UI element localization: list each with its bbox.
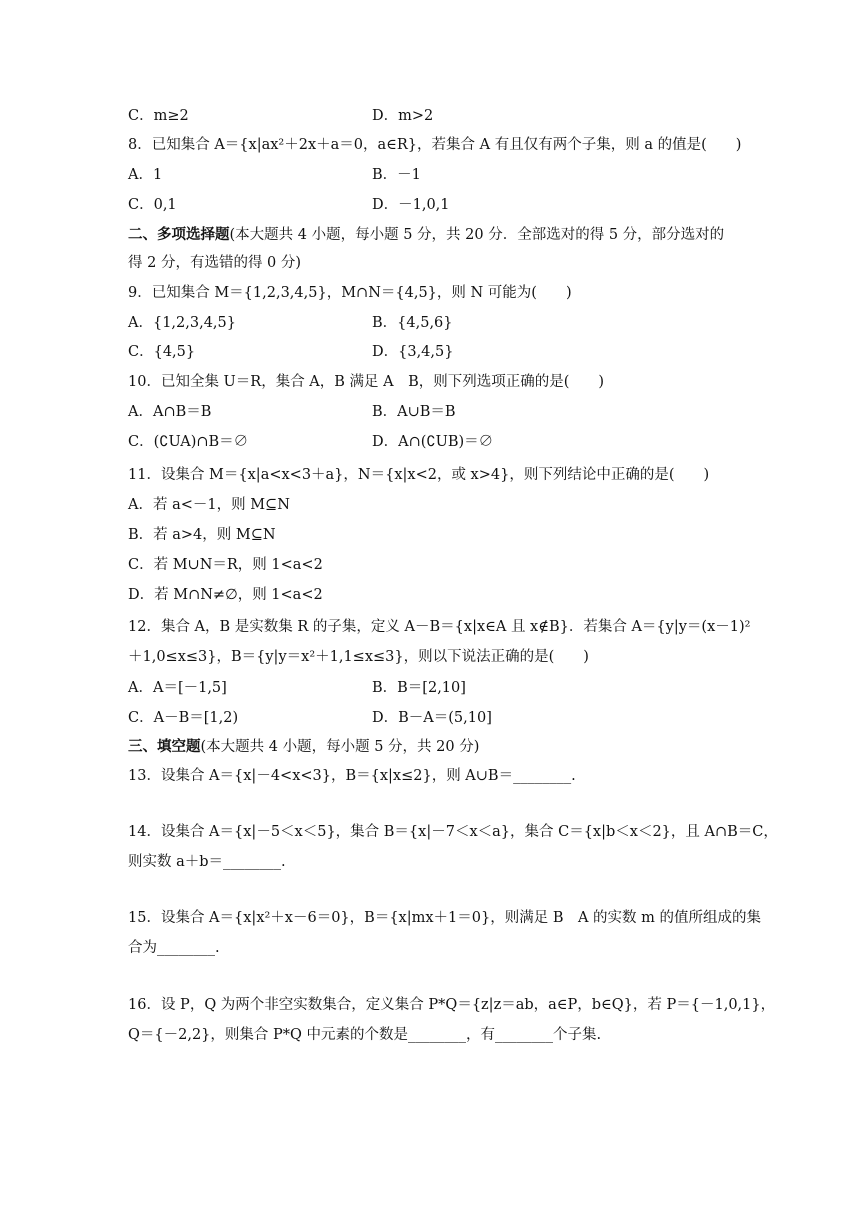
section-multiple-choice [128,225,724,245]
option-b-q12: B．B＝[2,10] [372,680,466,696]
question-15: 15．设集合 A＝{x|x²＋x－6＝0}，B＝{x|mx＋1＝0}，则满足 B A 的实数 m 的值所组成的集 [128,910,762,926]
option-a-q11: A．若 a<－1，则 M⊆N [128,497,290,513]
option-c-q7: C．m≥2 [128,108,189,124]
question-10: 10．已知全集 U＝R，集合 A，B 满足 A B，则下列选项正确的是( ) [128,374,605,390]
option-b-q10: B．A∪B＝B [372,404,456,420]
option-d-q12: D．B－A＝(5,10] [372,710,492,726]
option-c-q11: C．若 M∪N＝R，则 1<a<2 [128,557,323,573]
question-12: 12．集合 A，B 是实数集 R 的子集，定义 A－B＝{x|x∈A 且 x∉B}．若集合 A＝{y|y＝(x－1)² [128,619,751,635]
question-15-cont: 合为________. [128,940,220,956]
question-16: 16．设 P，Q 为两个非空实数集合，定义集合 P*Q＝{z|z＝ab，a∈P，b∈Q}，若 P＝{－1,0,1}， [128,997,776,1013]
question-9: 9．已知集合 M＝{1,2,3,4,5}，M∩N＝{4,5}，则 N 可能为( ) [128,285,572,301]
option-d-q10: D．A∩(∁UB)＝∅ [372,434,494,450]
section-title: 三、填空题 [128,738,201,755]
question-13: 13．设集合 A＝{x|－4<x<3}，B＝{x|x≤2}，则 A∪B＝________. [128,768,576,784]
option-d-q11: D．若 M∩N≠∅，则 1<a<2 [128,587,323,603]
option-c-q10: C．(∁UA)∩B＝∅ [128,434,249,450]
option-b-q11: B．若 a>4，则 M⊆N [128,527,276,543]
question-16-cont: Q＝{－2,2}，则集合 P*Q 中元素的个数是________，有________个子集. [128,1027,602,1043]
section-description: (本大题共 4 小题，每小题 5 分，共 20 分) [200,739,480,755]
section-description: (本大题共 4 小题，每小题 5 分，共 20 分．全部选对的得 5 分，部分选对的 [229,227,725,243]
question-11: 11．设集合 M＝{x|a<x<3＋a}，N＝{x|x<2，或 x>4}，则下列结论中正确的是( ) [128,467,710,483]
option-a-q10: A．A∩B＝B [128,404,212,420]
option-a-q9: A．{1,2,3,4,5} [128,315,236,331]
section-title: 二、多项选择题 [128,226,230,243]
option-c-q12: C．A－B＝[1,2) [128,710,239,726]
option-d-q9: D．{3,4,5} [372,344,454,360]
option-a-q8: A．1 [128,167,163,183]
option-d-q8: D．－1,0,1 [372,197,450,213]
option-d-q7: D．m>2 [372,108,434,124]
question-14: 14．设集合 A＝{x|－5＜x＜5}，集合 B＝{x|－7＜x＜a}，集合 C＝{x|b＜x＜2}，且 A∩B＝C， [128,824,778,840]
question-12-cont: ＋1,0≤x≤3}，B＝{y|y＝x²＋1,1≤x≤3}，则以下说法正确的是( ) [128,649,589,665]
option-b-q9: B．{4,5,6} [372,315,453,331]
question-8: 8．已知集合 A＝{x|ax²＋2x＋a＝0，a∈R}，若集合 A 有且仅有两个子集，则 a 的值是( ) [128,137,742,153]
option-c-q9: C．{4,5} [128,344,196,360]
option-c-q8: C．0,1 [128,197,177,213]
section-fill-blank [128,737,479,757]
option-b-q8: B．－1 [372,167,421,183]
question-14-cont: 则实数 a＋b＝________. [128,854,286,870]
section-description-cont: 得 2 分，有选错的得 0 分) [128,255,302,271]
option-a-q12: A．A＝[－1,5] [128,680,227,696]
